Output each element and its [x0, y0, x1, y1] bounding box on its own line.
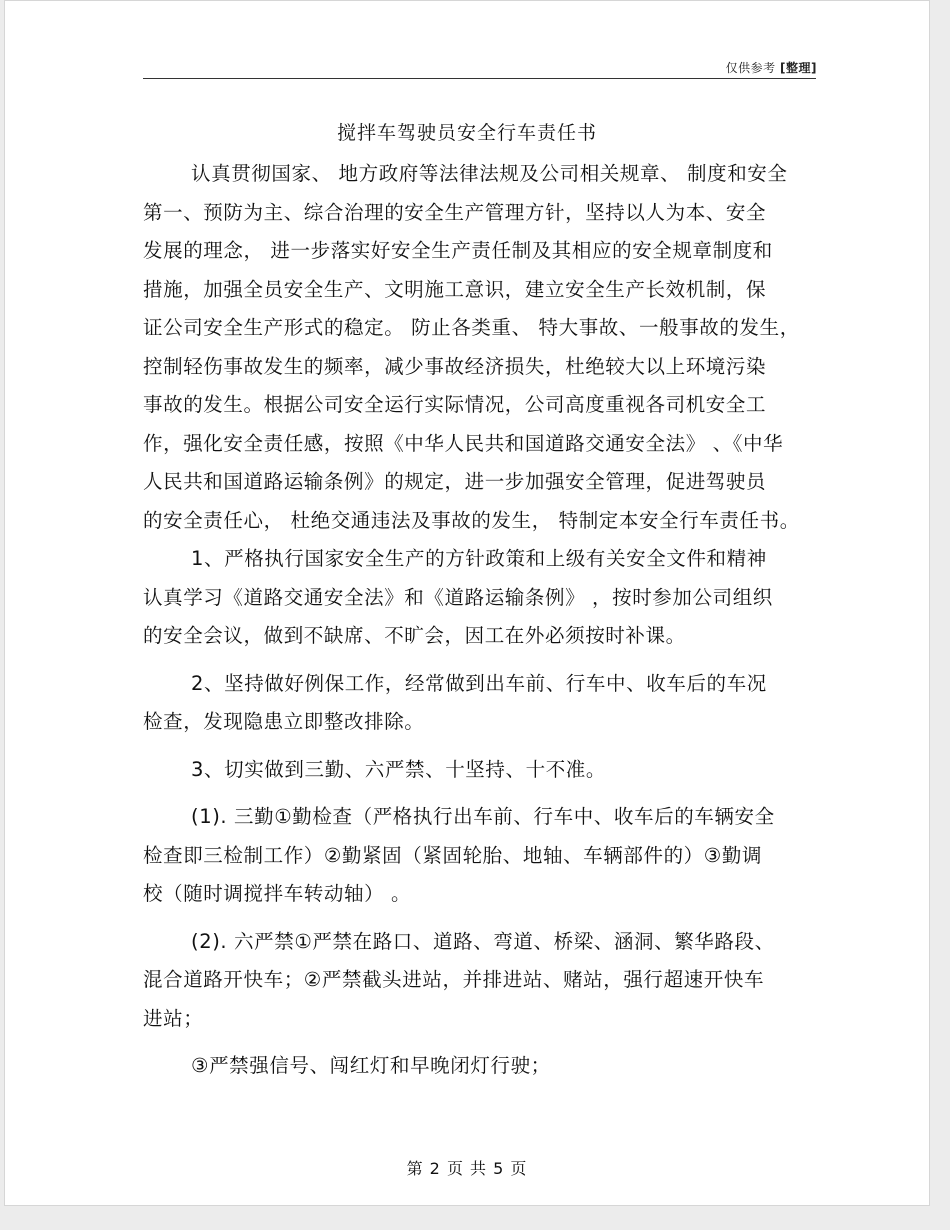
body-line: ③严禁强信号、闯红灯和早晚闭灯行驶； — [191, 1054, 551, 1077]
document-title: 搅拌车驾驶员安全行车责任书 — [336, 122, 597, 144]
paragraph-gap — [143, 742, 823, 751]
sub-clause-2-line: (2). 六严禁①严禁在路口、道路、弯道、桥梁、涵洞、繁华路段、 — [191, 929, 775, 953]
clause-1-line: 1、严格执行国家安全生产的方针政策和上级有关安全文件和精神 — [191, 547, 767, 570]
page-number: 第 2 页 共 5 页 — [406, 1159, 528, 1178]
body-line: 的安全会议，做到不缺席、不旷会，因工在外必须按时补课。 — [143, 624, 686, 647]
clause-3-line: 3、切实做到三勤、六严禁、十坚持、十不准。 — [191, 757, 607, 781]
body-line: 事故的发生。根据公司安全运行实际情况，公司高度重视各司机安全工 — [143, 393, 767, 416]
clause-2-line: 2、坚持做好例保工作，经常做到出车前、行车中、收车后的车况 — [191, 671, 767, 695]
header-rule — [143, 78, 816, 79]
body-line: 人民共和国道路运输条例》的规定，进一步加强安全管理，促进驾驶员 — [143, 470, 767, 493]
paragraph-gap — [143, 789, 823, 798]
body-line: 校（随时调搅拌车转动轴） 。 — [143, 882, 412, 905]
body-line: 发展的理念， 进一步落实好安全生产责任制及其相应的安全规章制度和 — [143, 239, 773, 262]
body-line: 措施，加强全员安全生产、文明施工意识，建立安全生产长效机制，保 — [143, 277, 767, 301]
body-line: 检查即三检制工作）②勤紧固（紧固轮胎、地轴、车辆部件的）③勤调 — [143, 843, 763, 867]
document-body — [143, 155, 823, 1086]
paragraph-gap — [143, 656, 823, 665]
paragraph-gap — [143, 914, 823, 923]
paragraph-gap — [143, 1038, 823, 1047]
body-line: 认真学习《道路交通安全法》和《道路运输条例》 ，按时参加公司组织 — [143, 585, 773, 609]
document-page — [4, 0, 930, 1206]
body-line: 的安全责任心， 杜绝交通违法及事故的发生， 特制定本安全行车责任书。 — [143, 508, 800, 532]
body-line: 进站； — [143, 1006, 204, 1030]
body-line: 控制轻伤事故发生的频率，减少事故经济损失，杜绝较大以上环境污染 — [143, 354, 767, 378]
header-note-text: 仅供参考 — [725, 61, 776, 75]
sub-clause-1-line: (1). 三勤①勤检查（严格执行出车前、行车中、收车后的车辆安全 — [191, 805, 775, 828]
body-line: 检查，发现隐患立即整改排除。 — [143, 710, 425, 733]
header-note — [726, 59, 817, 76]
body-line: 混合道路开快车；②严禁截头进站，并排进站、赌站，强行超速开快车 — [143, 968, 765, 991]
body-line: 第一、预防为主、综合治理的安全生产管理方针，坚持以人为本、安全 — [143, 200, 767, 224]
body-line: 作，强化安全责任感，按照《中华人民共和国道路交通安全法》 、《中华 — [143, 431, 784, 455]
body-line: 证公司安全生产形式的稳定。 防止各类重、 特大事故、一般事故的发生， — [143, 316, 800, 339]
body-line: 认真贯彻国家、 地方政府等法律法规及公司相关规章、 制度和安全 — [191, 162, 788, 185]
header-note-tag: [整理] — [780, 61, 817, 75]
